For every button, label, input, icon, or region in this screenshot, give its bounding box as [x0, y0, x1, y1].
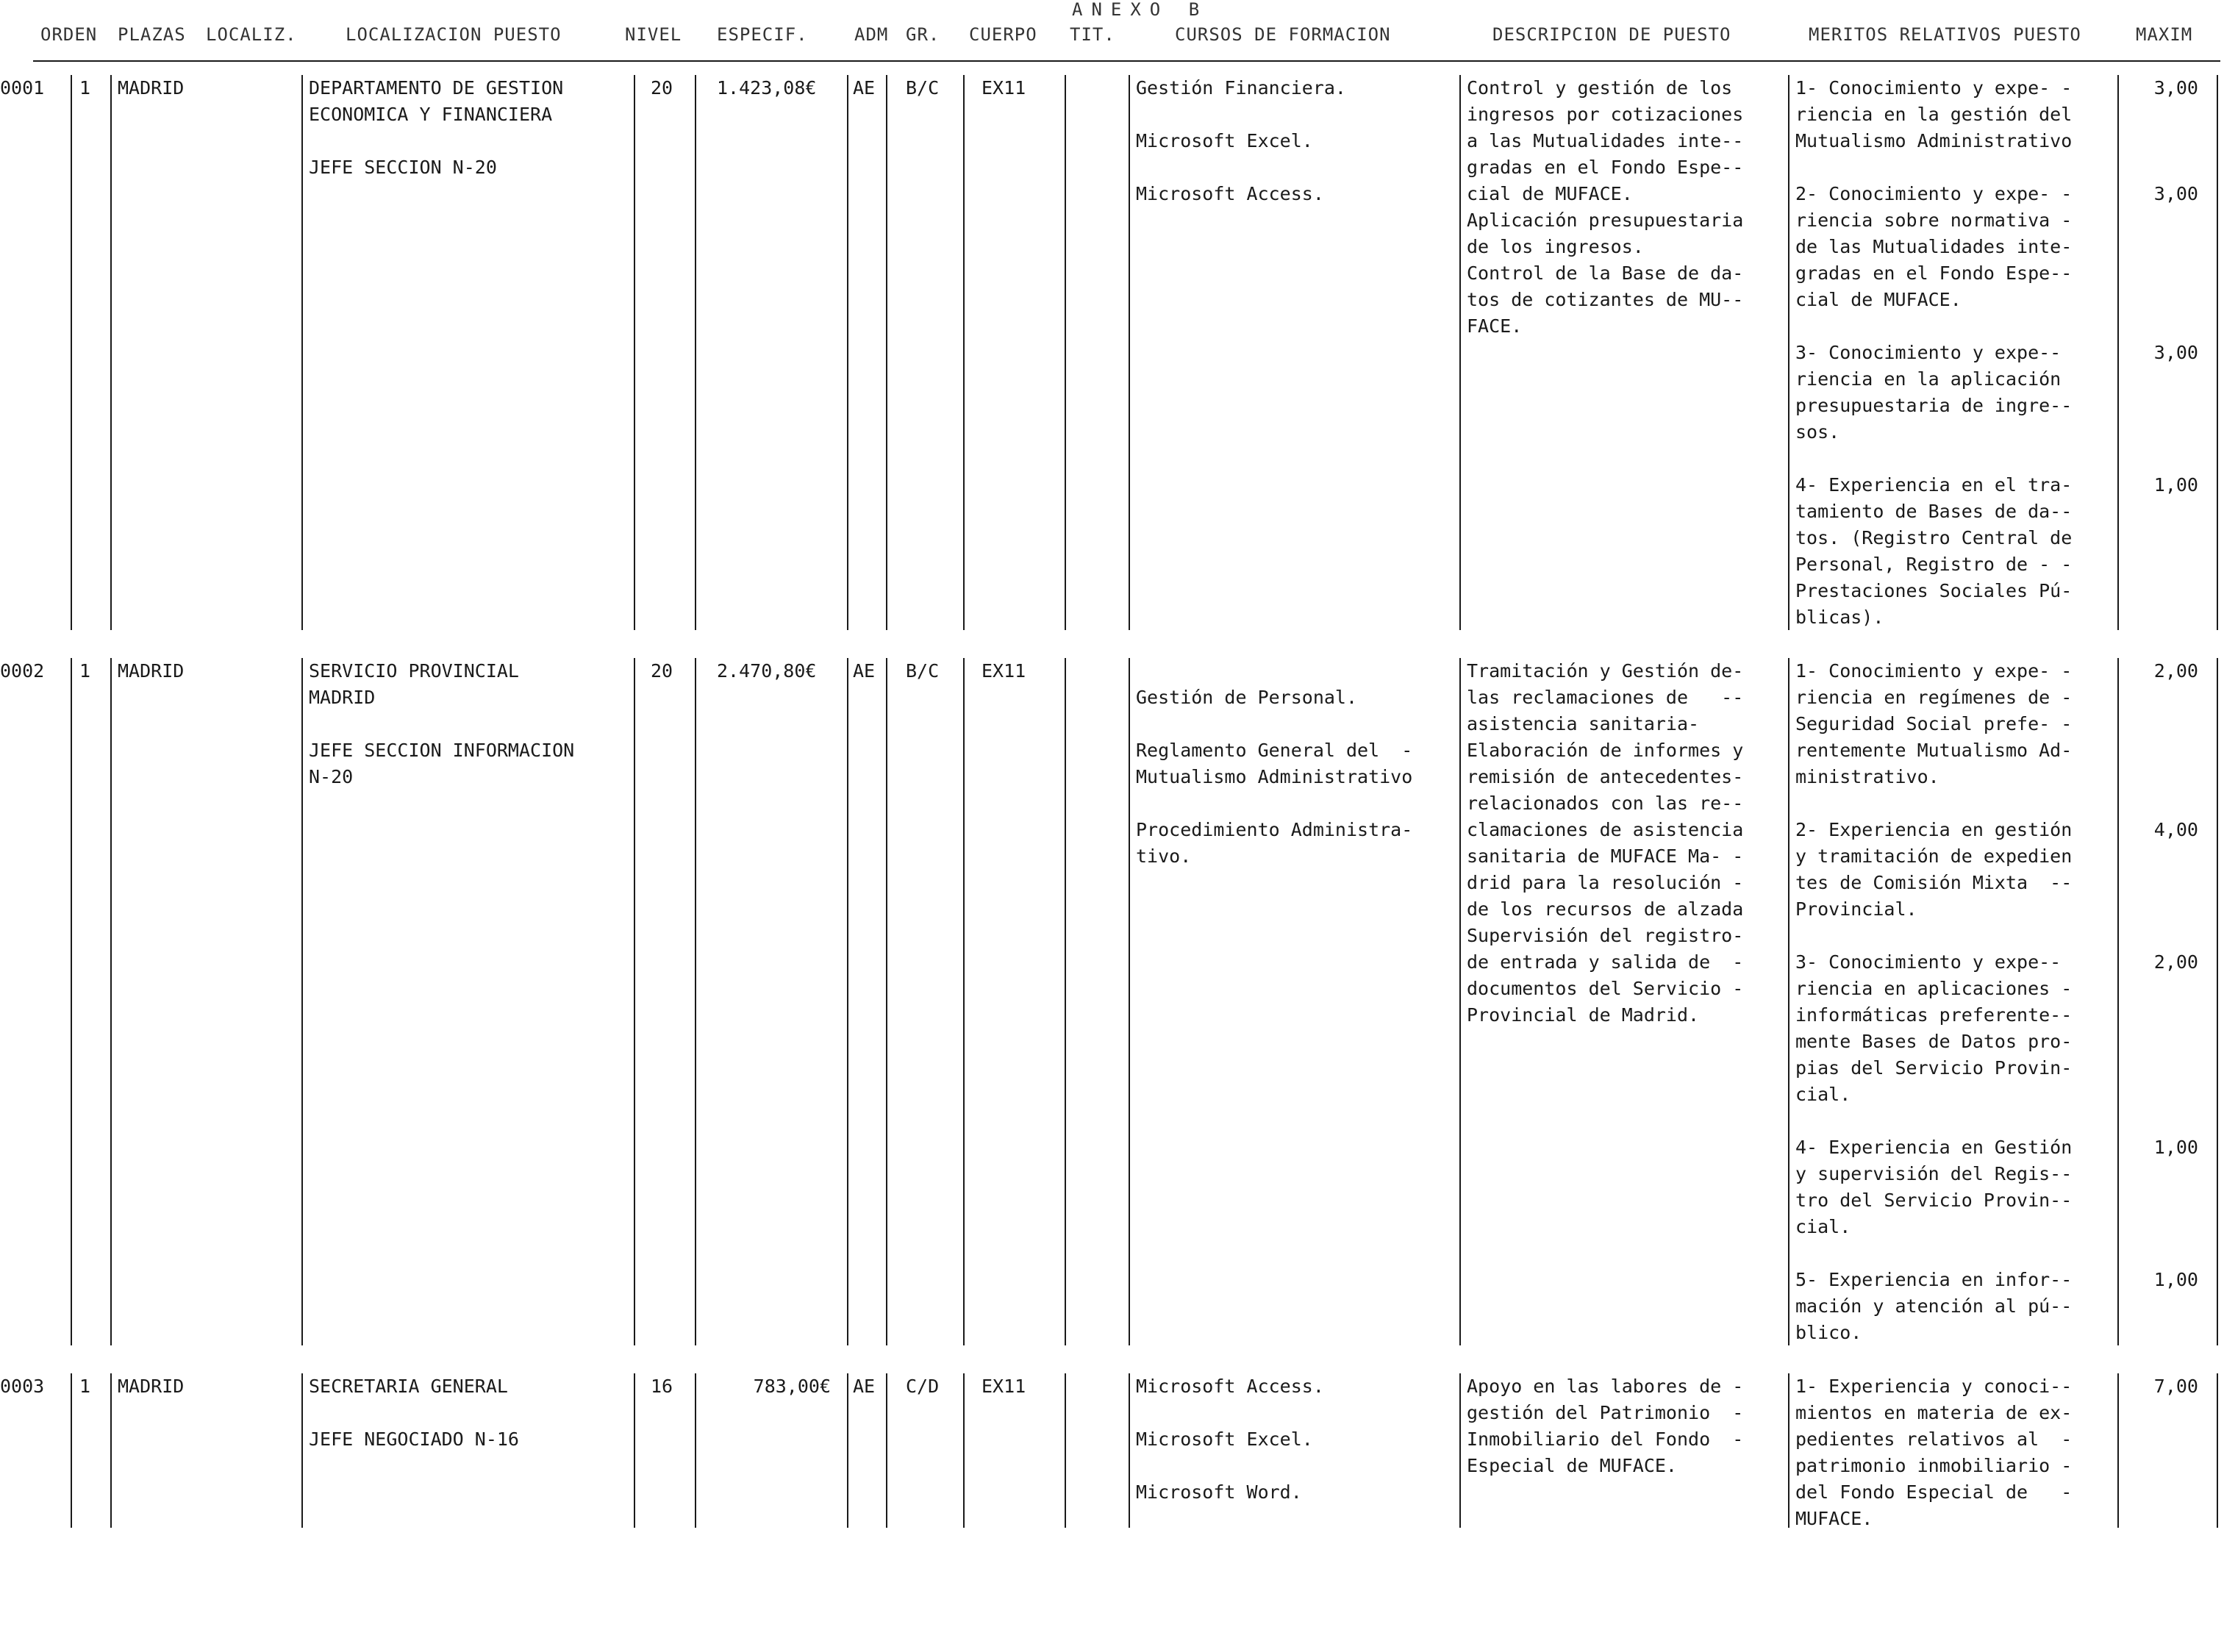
- column-rule: [695, 1373, 696, 1528]
- header-tit: TIT.: [1070, 24, 1115, 45]
- curso-item: Microsoft Word.: [1136, 1481, 1302, 1503]
- header-especif: ESPECIF.: [717, 24, 808, 45]
- row-localiz: MADRID: [118, 660, 185, 682]
- merito-text: 1- Conocimiento y expe- - riencia en regímenes de - Seguridad Social prefe- - rentemente Mutualismo Ad- ministrativo.: [1795, 660, 2073, 787]
- annex-title: ANEXO B: [1072, 0, 1209, 20]
- row-gr: B/C: [906, 77, 940, 99]
- row-orden: 0003: [0, 1376, 45, 1397]
- header-meritos: MERITOS RELATIVOS PUESTO: [1809, 24, 2081, 45]
- merito-max: 3,00: [2153, 183, 2198, 204]
- row-unidad: SERVICIO PROVINCIAL MADRID: [309, 660, 519, 708]
- row-descripcion: Apoyo en las labores de - gestión del Patrimonio - Inmobiliario del Fondo - Especial de MUFACE.: [1467, 1376, 1744, 1476]
- merito-max: 2,00: [2153, 660, 2198, 682]
- merito-text: 4- Experiencia en Gestión y supervisión del Regis-- tro del Servicio Provin-- cial.: [1795, 1137, 2073, 1237]
- row-orden: 0001: [0, 77, 45, 99]
- column-rule: [1129, 75, 1130, 630]
- header-gr: GR.: [906, 24, 940, 45]
- row-descripcion: Control y gestión de los ingresos por cotizaciones a las Mutualidades inte-- gradas en el Fondo Espe-- cial de MUFACE. Aplicación presupuestaria de los ingresos. Control de la Base de da- tos de cotizantes de MU-- FACE.: [1467, 77, 1744, 337]
- row-plazas: 1: [79, 660, 91, 682]
- column-rule: [1788, 1373, 1789, 1528]
- curso-item: Microsoft Access.: [1136, 1376, 1324, 1397]
- row-nivel: 16: [651, 1376, 673, 1397]
- column-rule: [886, 75, 887, 630]
- column-rule: [1788, 75, 1789, 630]
- merito-max: 3,00: [2153, 342, 2198, 363]
- curso-item: Microsoft Excel.: [1136, 130, 1313, 151]
- curso-item: Microsoft Excel.: [1136, 1428, 1313, 1450]
- row-nivel: 20: [651, 77, 673, 99]
- column-rule: [2117, 75, 2119, 630]
- merito-max: 4,00: [2153, 819, 2198, 840]
- row-gr: C/D: [906, 1376, 940, 1397]
- row-especif: 2.470,80€: [717, 660, 817, 682]
- column-rule: [963, 1373, 965, 1528]
- merito-max: 1,00: [2153, 1137, 2198, 1158]
- header-adm: ADM: [854, 24, 889, 45]
- merito-text: 3- Conocimiento y expe-- riencia en aplicaciones - informáticas preferente-- mente Bases de Datos pro- pias del Servicio Provin- cial.: [1795, 951, 2073, 1105]
- merito-text: 5- Experiencia en infor-- mación y atención al pú-- blico.: [1795, 1269, 2073, 1343]
- merito-max: 2,00: [2153, 951, 2198, 973]
- row-adm: AE: [853, 1376, 876, 1397]
- column-rule: [2217, 658, 2218, 1345]
- header-cursos: CURSOS DE FORMACION: [1175, 24, 1391, 45]
- header-descripcion: DESCRIPCION DE PUESTO: [1492, 24, 1731, 45]
- column-rule: [71, 1373, 72, 1528]
- header-cuerpo: CUERPO: [969, 24, 1037, 45]
- merito-max: 3,00: [2153, 77, 2198, 99]
- curso-item: Gestión de Personal.: [1136, 687, 1358, 708]
- column-rule: [1788, 658, 1789, 1345]
- column-rule: [886, 1373, 887, 1528]
- merito-text: 2- Experiencia en gestión y tramitación de expedien tes de Comisión Mixta -- Provincial.: [1795, 819, 2073, 920]
- row-unidad: DEPARTAMENTO DE GESTION ECONOMICA Y FINANCIERA: [309, 77, 564, 125]
- curso-item: Procedimiento Administra- tivo.: [1136, 819, 1413, 867]
- column-rule: [634, 658, 635, 1345]
- merito-text: 3- Conocimiento y expe-- riencia en la aplicación presupuestaria de ingre-- sos.: [1795, 342, 2073, 443]
- row-adm: AE: [853, 660, 876, 682]
- header-nivel: NIVEL: [625, 24, 682, 45]
- row-cuerpo: EX11: [982, 77, 1026, 99]
- row-puesto: JEFE SECCION N-20: [309, 157, 497, 178]
- column-rule: [1459, 1373, 1461, 1528]
- merito-text: 1- Experiencia y conoci-- mientos en materia de ex- pedientes relativos al - patrimonio inmobiliario - del Fondo Especial de - MUFACE.: [1795, 1376, 2073, 1529]
- column-rule: [1129, 1373, 1130, 1528]
- column-rule: [71, 658, 72, 1345]
- column-rule: [2117, 658, 2119, 1345]
- column-rule: [847, 1373, 848, 1528]
- column-rule: [2217, 1373, 2218, 1528]
- column-rule: [110, 658, 112, 1345]
- header-maxim: MAXIM: [2136, 24, 2193, 45]
- row-unidad: SECRETARIA GENERAL: [309, 1376, 508, 1397]
- column-rule: [1459, 658, 1461, 1345]
- column-rule: [301, 658, 303, 1345]
- row-cuerpo: EX11: [982, 660, 1026, 682]
- column-rule: [2117, 1373, 2119, 1528]
- merito-max: 7,00: [2153, 1376, 2198, 1397]
- row-descripcion: Tramitación y Gestión de- las reclamaciones de -- asistencia sanitaria- Elaboración de informes y remisión de antecedentes- relacionados con las re-- clamaciones de asistencia sanitaria de MUFACE Ma- - drid para la resolución - de los recursos de alzada Supervisión del registro- de entrada y salida de - documentos del Servicio - Provincial de Madrid.: [1467, 660, 1744, 1026]
- row-localiz: MADRID: [118, 1376, 185, 1397]
- merito-max: 1,00: [2153, 474, 2198, 496]
- row-plazas: 1: [79, 1376, 91, 1397]
- header-orden: ORDEN: [40, 24, 98, 45]
- column-rule: [1129, 658, 1130, 1345]
- row-gr: B/C: [906, 660, 940, 682]
- row-especif: 1.423,08€: [717, 77, 817, 99]
- column-rule: [301, 75, 303, 630]
- row-orden: 0002: [0, 660, 45, 682]
- row-puesto: JEFE NEGOCIADO N-16: [309, 1428, 519, 1450]
- row-nivel: 20: [651, 660, 673, 682]
- column-rule: [634, 1373, 635, 1528]
- column-rule: [1065, 1373, 1066, 1528]
- header-rule: [33, 60, 2220, 62]
- column-rule: [110, 1373, 112, 1528]
- merito-text: 4- Experiencia en el tra- tamiento de Bases de da-- tos. (Registro Central de Personal, Registro de - - Prestaciones Sociales Pú- blicas).: [1795, 474, 2073, 628]
- row-cuerpo: EX11: [982, 1376, 1026, 1397]
- column-rule: [847, 658, 848, 1345]
- row-localiz: MADRID: [118, 77, 185, 99]
- column-rule: [886, 658, 887, 1345]
- merito-text: 1- Conocimiento y expe- - riencia en la gestión del Mutualismo Administrativo: [1795, 77, 2073, 151]
- column-rule: [634, 75, 635, 630]
- column-rule: [963, 658, 965, 1345]
- row-especif: 783,00€: [753, 1376, 831, 1397]
- column-rule: [695, 75, 696, 630]
- column-rule: [847, 75, 848, 630]
- curso-item: Reglamento General del - Mutualismo Administrativo: [1136, 740, 1413, 787]
- column-rule: [1459, 75, 1461, 630]
- column-rule: [110, 75, 112, 630]
- row-plazas: 1: [79, 77, 91, 99]
- column-rule: [695, 658, 696, 1345]
- curso-item: Gestión Financiera.: [1136, 77, 1346, 99]
- column-rule: [2217, 75, 2218, 630]
- row-adm: AE: [853, 77, 876, 99]
- header-localizacion-puesto: LOCALIZACION PUESTO: [346, 24, 562, 45]
- column-rule: [71, 75, 72, 630]
- curso-item: Microsoft Access.: [1136, 183, 1324, 204]
- header-plazas: PLAZAS: [118, 24, 186, 45]
- column-rule: [301, 1373, 303, 1528]
- header-localiz: LOCALIZ.: [206, 24, 297, 45]
- merito-max: 1,00: [2153, 1269, 2198, 1290]
- column-rule: [963, 75, 965, 630]
- merito-text: 2- Conocimiento y expe- - riencia sobre normativa - de las Mutualidades inte- gradas en el Fondo Espe-- cial de MUFACE.: [1795, 183, 2073, 310]
- column-rule: [1065, 75, 1066, 630]
- column-rule: [1065, 658, 1066, 1345]
- row-puesto: JEFE SECCION INFORMACION N-20: [309, 740, 575, 787]
